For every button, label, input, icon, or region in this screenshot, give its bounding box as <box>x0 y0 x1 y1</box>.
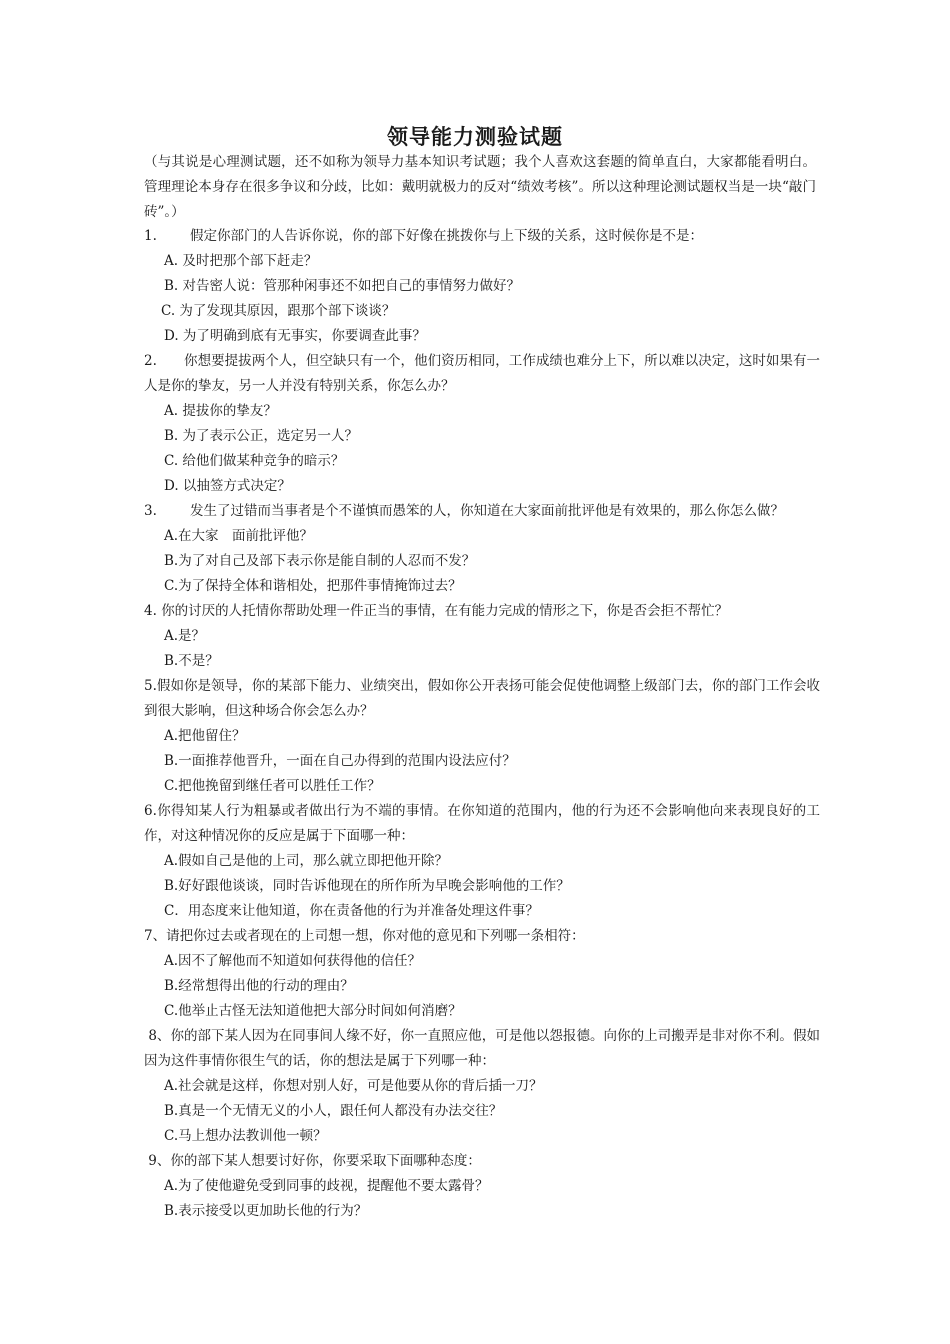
question-text: 你得知某人行为粗暴或者做出行为不端的事情。在你知道的范围内，他的行为还不会影响他向来表现良好的工作，对这种情况你的反应是属于下面哪一种： <box>144 803 820 844</box>
option: B.为了对自己及部下表示你是能自制的人忍而不发？ <box>164 553 476 569</box>
option: B.真是一个无情无义的小人，跟任何人都没有办法交往？ <box>164 1103 503 1119</box>
question-number: 7、 <box>144 928 167 944</box>
option: B. 对告密人说：管那种闲事还不如把自己的事情努力做好？ <box>164 278 521 294</box>
question-text: 请把你过去或者现在的上司想一想，你对他的意见和下列哪一条相符： <box>166 928 585 944</box>
option: A.假如自己是他的上司，那么就立即把他开除？ <box>164 853 449 869</box>
question-number: 5. <box>144 678 157 694</box>
option: C.马上想办法教训他一顿？ <box>164 1128 327 1144</box>
option: B. 为了表示公正，选定另一人？ <box>164 428 359 444</box>
question-4 <box>144 599 820 624</box>
document-intro: （与其说是心理测试题，还不如称为领导力基本知识考试题；我个人喜欢这套题的简单直白，大家都能看明白。管理理论本身存在很多争议和分歧，比如：戴明就极力的反对“绩效考核”。所以这种理论测试题权当是一块“敲门砖”。） <box>144 154 816 220</box>
option: D. 为了明确到底有无事实，你要调查此事？ <box>164 328 426 344</box>
question-8 <box>144 1024 820 1074</box>
question-text: 你想要提拔两个人，但空缺只有一个，他们资历相同，工作成绩也难分上下，所以难以决定，这时如果有一人是你的挚友，另一人并没有特别关系，你怎么办？ <box>144 353 820 394</box>
question-list <box>144 224 820 1224</box>
option: A.是？ <box>164 628 206 644</box>
option: B.好好跟他谈谈，同时告诉他现在的所作所为早晚会影响他的工作？ <box>164 878 570 894</box>
question-5 <box>144 674 820 724</box>
option: A.在大家 面前批评他？ <box>164 528 314 544</box>
option: B.经常想得出他的行动的理由？ <box>164 978 354 994</box>
option: C.为了保持全体和谐相处，把那件事情掩饰过去？ <box>164 578 462 594</box>
question-number: 2. <box>144 353 157 369</box>
option: C. 给他们做某种竞争的暗示？ <box>164 453 345 469</box>
question-text: 你的讨厌的人托情你帮助处理一件正当的事情，在有能力完成的情形之下，你是否会拒不帮忙？ <box>161 603 729 619</box>
option: B.表示接受以更加助长他的行为？ <box>164 1203 368 1219</box>
question-number: 4. <box>144 603 157 619</box>
option: A. 提拔你的挚友？ <box>164 403 277 419</box>
question-number: 9、 <box>148 1153 171 1169</box>
question-number: 1. <box>144 228 157 244</box>
question-3 <box>144 499 820 524</box>
question-6 <box>144 799 820 849</box>
question-2 <box>144 349 820 399</box>
option: C.他举止古怪无法知道他把大部分时间如何消磨？ <box>164 1003 462 1019</box>
question-number: 8、 <box>148 1028 171 1044</box>
option: A.为了使他避免受到同事的歧视，提醒他不要太露骨？ <box>164 1178 489 1194</box>
option: D. 以抽签方式决定？ <box>164 478 291 494</box>
option: A.社会就是这样，你想对别人好，可是他要从你的背后插一刀？ <box>164 1078 543 1094</box>
option: C.把他挽留到继任者可以胜任工作？ <box>164 778 381 794</box>
question-text: 你的部下某人想要讨好你，你要采取下面哪种态度： <box>170 1153 481 1169</box>
question-number: 6. <box>144 803 157 819</box>
option: C．用态度来让他知道，你在责备他的行为并准备处理这件事？ <box>164 903 539 919</box>
option: B.不是？ <box>164 653 219 669</box>
question-number: 3. <box>144 503 157 519</box>
question-7 <box>144 924 820 949</box>
question-text: 你的部下某人因为在同事间人缘不好，你一直照应他，可是他以怨报德。向你的上司搬弄是非对你不利。假如因为这件事情你很生气的话，你的想法是属于下列哪一种： <box>144 1028 820 1069</box>
option: A.把他留住？ <box>164 728 246 744</box>
question-text: 发生了过错而当事者是个不谨慎而愚笨的人，你知道在大家面前批评他是有效果的，那么你怎么做？ <box>190 503 784 519</box>
document-title: 领导能力测验试题 <box>387 124 563 149</box>
question-1 <box>144 224 820 249</box>
option: A. 及时把那个部下赶走？ <box>164 253 318 269</box>
option: A.因不了解他而不知道如何获得他的信任？ <box>164 953 422 969</box>
option: B.一面推荐他晋升，一面在自己办得到的范围内设法应付？ <box>164 753 516 769</box>
question-9 <box>144 1149 820 1174</box>
question-text: 假如你是领导，你的某部下能力、业绩突出，假如你公开表扬可能会促使他调整上级部门去，你的部门工作会收到很大影响，但这种场合你会怎么办？ <box>144 678 820 719</box>
option: C. 为了发现其原因，跟那个部下谈谈？ <box>161 303 396 319</box>
question-text: 假定你部门的人告诉你说，你的部下好像在挑拨你与上下级的关系，这时候你是不是： <box>190 228 703 244</box>
